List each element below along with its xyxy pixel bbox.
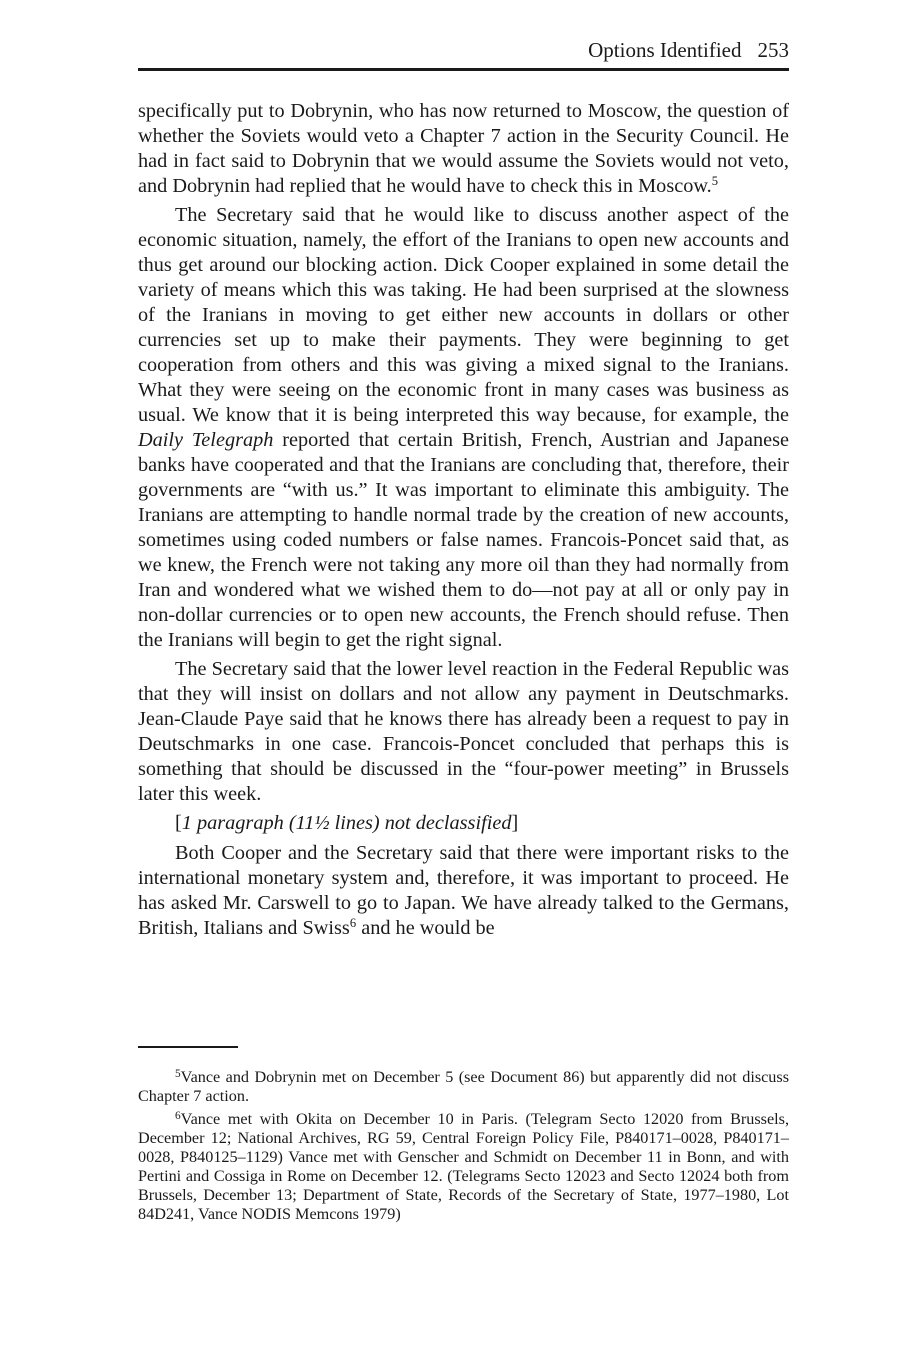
paragraph-2-text-a: The Secretary said that he would like to discuss another aspect of the economic situation, namely, the effort of the Iranians to open new accounts and thus get around our blocking action. Dick Cooper explained in some detail the variety of means which this was taking. He had been surprised at the slowness of the Iranians in moving to get either new accounts in dollars or other currencies set up to make their payments. They were beginning to get cooperation from others and this was giving a mixed signal to the Iranians. What they were seeing on the economic front in many cases was business as usual. We know that it is being interpreted this way because, for example, the <box>138 204 789 426</box>
paragraph-2 <box>138 203 789 652</box>
footnote-rule <box>138 1046 238 1048</box>
footnote-5-marker: 5 <box>175 1067 181 1080</box>
publication-title: Daily Telegraph <box>138 428 274 451</box>
paragraph-1 <box>138 99 789 199</box>
main-text <box>138 99 789 940</box>
section-title: Options Identified <box>588 38 742 62</box>
footnote-ref-5: 5 <box>711 173 719 188</box>
paragraph-3: The Secretary said that the lower level reaction in the Federal Republic was that they will insist on dollars and not allow any payment in Deutschmarks. Jean-Claude Paye said that he knows there has already been a request to pay in Deutschmarks in one case. Francois-Poncet concluded that perhaps this is something that should be discussed in the “four-power meeting” in Brussels later this week. <box>138 657 789 805</box>
bracket-open: [ <box>175 812 182 835</box>
footnote-6 <box>138 1110 789 1224</box>
page-number: 253 <box>757 38 789 62</box>
header-rule <box>138 68 789 71</box>
paragraph-5-text-b: and he would be <box>356 916 495 939</box>
footnote-ref-6: 6 <box>349 915 357 930</box>
paragraph-5 <box>138 841 789 941</box>
footnote-6-marker: 6 <box>175 1109 181 1122</box>
footnote-5-text: Vance and Dobrynin met on December 5 (see Document 86) but apparently did not discuss Chapter 7 action. <box>138 1068 789 1105</box>
paragraph-4-withheld <box>138 811 789 836</box>
footnote-6-text: Vance met with Okita on December 10 in Paris. (Telegram Secto 12020 from Brussels, December 12; National Archives, RG 59, Central Foreign Policy File, P840171–0028, P840171–0028, P840125–1129) Vance met with Genscher and Schmidt on December 11 in Bonn, and with Pertini and Cossiga in Rome on December 12. (Telegrams Secto 12023 and Secto 12024 both from Brussels, December 13; Department of State, Records of the Secretary of State, 1977–1980, Lot 84D241, Vance NODIS Memcons 1979) <box>138 1110 789 1223</box>
bracket-close: ] <box>511 812 519 835</box>
paragraph-5-text-a: Both Cooper and the Secretary said that there were important risks to the international monetary system and, therefore, it was important to proceed. He has asked Mr. Carswell to go to Japan. We have already talked to the Germans, British, Italians and Swiss <box>138 841 789 939</box>
footnote-5 <box>138 1068 789 1106</box>
running-head <box>588 36 789 64</box>
paragraph-2-text-b: reported that certain British, French, Austrian and Japanese banks have cooperated and that the Iranians are concluding that, therefore, their governments are “with us.” It was important to eliminate this ambiguity. The Iranians are attempting to handle normal trade by the creation of new accounts, sometimes using coded numbers or false names. Francois-Poncet said that, as we knew, the French were not taking any more oil than they had normally from Iran and wondered what we wished them to do—not pay at all or only pay in non-dollar currencies or to open new accounts, the French should refuse. Then the Iranians will begin to get the right signal. <box>138 428 789 651</box>
paragraph-1-text: specifically put to Dobrynin, who has now returned to Moscow, the question of whether the Soviets would veto a Chapter 7 action in the Security Council. He had in fact said to Dobrynin that we would assume the Soviets would not veto, and Dobrynin had replied that he would have to check this in Moscow. <box>138 100 789 197</box>
footnotes <box>138 1068 789 1228</box>
withheld-note: 1 paragraph (11½ lines) not declassified <box>181 812 512 835</box>
